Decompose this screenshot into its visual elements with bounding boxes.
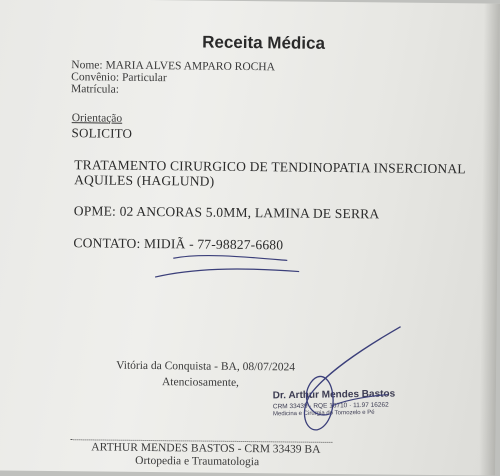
stamp-crm: CRM 33439 · RQE 16710 · 11.97 16262 xyxy=(272,401,389,411)
stamp-name: Dr. Arthur Mendes Bastos xyxy=(272,388,396,402)
opme-text: OPME: 02 ANCORAS 5.0MM, LAMINA DE SERRA xyxy=(73,203,380,222)
patient-convenio: Convênio: Particular xyxy=(71,71,167,85)
contact-text: CONTATO: MIDIÃ - 77-98827-6680 xyxy=(73,235,284,253)
solicito-text: SOLICITO xyxy=(71,125,133,141)
place-date: Vitória da Conquista - BA, 08/07/2024 xyxy=(116,359,296,374)
closing-text: Atenciosamente, xyxy=(161,376,240,389)
doctor-name: ARTHUR MENDES BASTOS - CRM 33439 BA xyxy=(91,441,321,456)
orientacao-label: Orientação xyxy=(71,112,123,125)
stamp-specialty: Medicina e Cirurgia do Tornozelo e Pé xyxy=(272,409,375,418)
document-title: Receita Médica xyxy=(202,32,326,53)
patient-matricula: Matrícula: xyxy=(70,83,120,96)
treatment-line-1: TRATAMENTO CIRURGICO DE TENDINOPATIA INSERCIONAL xyxy=(74,157,466,177)
patient-name: Nome: MARIA ALVES AMPARO ROCHA xyxy=(71,59,276,74)
doctor-specialty: Ortopedia e Traumatologia xyxy=(135,454,260,469)
treatment-line-2: AQUILES (HAGLUND) xyxy=(74,172,215,189)
